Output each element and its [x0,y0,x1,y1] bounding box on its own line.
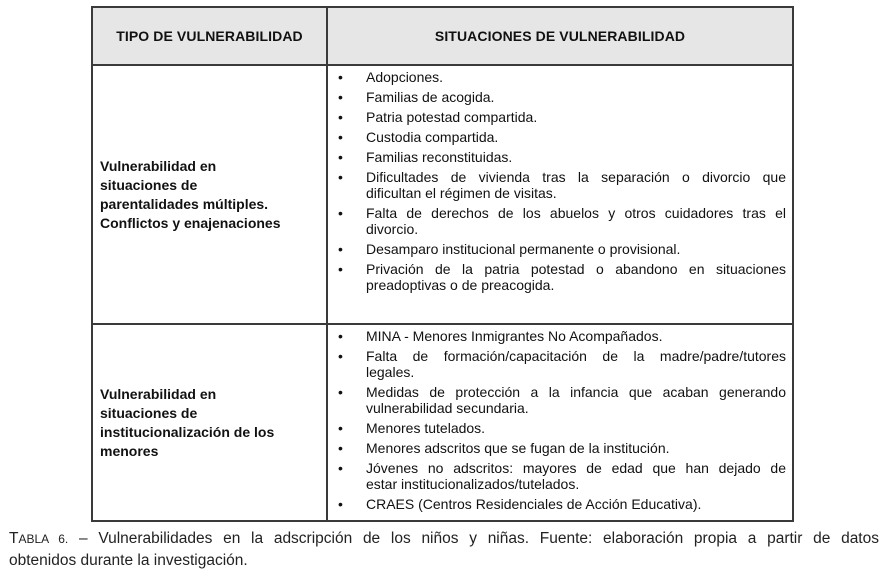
header-type: TIPO DE VULNERABILIDAD [92,7,327,65]
item-line: dificultan el régimen de visitas. [366,185,557,201]
item-line: • Menores adscritos que se fugan de la institución. [366,440,670,456]
item-line: estar institucionalizados/tutelados. [366,476,580,492]
type-line: situaciones de [100,404,198,421]
table-caption [9,528,879,572]
list-item [338,384,786,416]
situations-list [328,325,792,512]
list-item [338,261,786,293]
type-line: parentalidades múltiples. [100,195,269,212]
caption-label-initial: T [9,530,19,547]
list-item [338,241,786,257]
item-line: • Familias reconstituidas. [366,149,513,165]
list-item [338,420,786,436]
list-item [338,89,786,105]
item-line: preadoptivas o de preacogida. [366,277,555,293]
table-row [92,324,793,521]
item-line: divorcio. [366,221,419,237]
list-item [338,328,786,344]
item-line: • Custodia compartida. [366,129,499,145]
caption-label-rest: ABLA 6. [18,532,69,546]
list-item [338,129,786,145]
list-item [338,169,786,201]
table-header-row [92,7,793,65]
list-item [338,69,786,85]
situations-list [328,66,792,293]
vulnerability-type-cell [92,324,327,521]
item-line: • Dificultades de vivienda tras la separación o divorcio que [366,169,786,185]
item-line: • Jóvenes no adscritos: mayores de edad que han dejado de [366,460,786,476]
item-line: • Falta de derechos de los abuelos y otros cuidadores tras el [366,205,786,221]
list-item [338,205,786,237]
item-line: • Menores tutelados. [366,420,486,436]
item-line: • CRAES (Centros Residenciales de Acción Educativa). [366,496,702,512]
list-item [338,440,786,456]
item-line: legales. [366,364,415,380]
type-line: Conflictos y enajenaciones [100,214,281,231]
item-line: • Privación de la patria potestad o abandono en situaciones [366,261,786,277]
table-row [92,65,793,324]
caption-text: – Vulnerabilidades en la adscripción de los niños y niñas. Fuente: elaboración propia a partir de datos [68,530,879,547]
item-line: • Desamparo institucional permanente o provisional. [366,241,681,257]
item-line: • Medidas de protección a la infancia que acaban generando [366,384,786,400]
header-situations: SITUACIONES DE VULNERABILIDAD [327,7,793,65]
situations-cell [327,65,793,324]
caption-line [9,528,879,550]
type-line: institucionalización de los [100,423,275,440]
vulnerability-type-cell [92,65,327,324]
type-line: Vulnerabilidad en [100,157,217,174]
type-line: menores [100,442,159,459]
item-line: • Falta de formación/capacitación de la madre/padre/tutores [366,348,786,364]
type-line: situaciones de [100,176,198,193]
caption-line: obtenidos durante la investigación. [9,552,248,569]
list-item [338,109,786,125]
list-item [338,496,786,512]
list-item [338,460,786,492]
item-line: • MINA - Menores Inmigrantes No Acompañados. [366,328,663,344]
list-item [338,149,786,165]
item-line: • Familias de acogida. [366,89,495,105]
item-line: • Adopciones. [366,69,444,85]
item-line: vulnerabilidad secundaria. [366,400,529,416]
type-line: Vulnerabilidad en [100,385,217,402]
situations-cell [327,324,793,521]
vulnerability-table [91,6,794,522]
item-line: • Patria potestad compartida. [366,109,538,125]
list-item [338,348,786,380]
